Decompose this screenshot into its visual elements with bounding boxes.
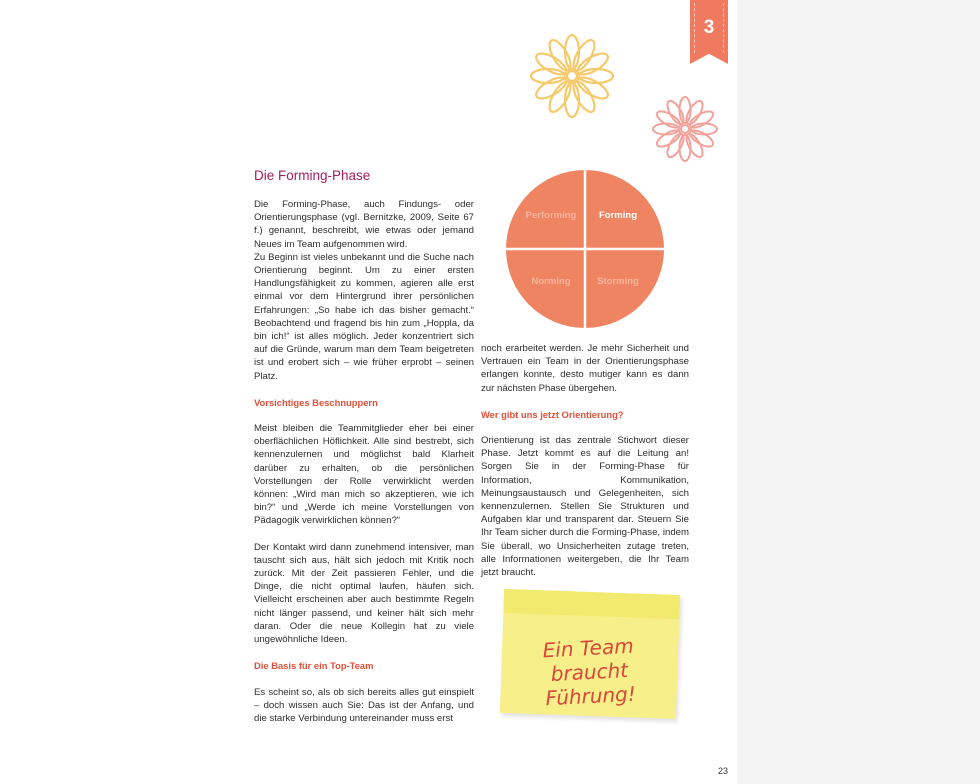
- basis-paragraph: Es scheint so, als ob sich bereits alles gut einspielt – doch wissen auch Sie: Das ist der Anfang, und die starke Verbindung untereinander muss erst: [254, 686, 474, 724]
- orientation-paragraph: Zu Beginn ist vieles unbekannt und die Suche nach Orientierung beginnt. Um zu einer ersten Handlungsfähigkeit zu kommen, agieren alle erst einmal vor dem Hintergrund ihrer persönlichen Erfahrungen: „So habe ich das bisher gemacht.“ Beobachtend und fragend bis hin zum „Hoppla, da bin ich!“ ist alles möglich. Jeder konzentriert sich auf die Gründe, warum man dem Team beigetreten ist und erobert sich – wie früher erprobt – seinen Platz.: [254, 251, 474, 382]
- page-margin-edge: [737, 0, 980, 784]
- note-line-1: Ein Team: [542, 633, 635, 663]
- leadership-paragraph: Orientierung ist das zentrale Stichwort dieser Phase. Jetzt kommt es auf die Leitung an! Sorgen Sie in der Forming-Phase für Information, Kommunikation, Meinungsaustausch und Gelegenheiten, sich kennenzulernen. Stellen Sie Strukturen und Aufgaben klar und transparent dar. Steuern Sie Ihr Team sicher durch die Forming-Phase, indem Sie überall, wo Unsicherheiten zutage treten, alle Informationen weitergeben, die Ihr Team jetzt braucht.: [481, 435, 689, 579]
- sticky-note-text: [510, 632, 670, 712]
- chapter-number: 3: [703, 17, 715, 38]
- team-phase-diagram: [505, 169, 665, 329]
- note-line-2: braucht Führung!: [544, 657, 637, 711]
- flower-yellow-icon: [530, 34, 614, 118]
- quadrant-forming: Forming: [599, 210, 637, 221]
- left-text-column: [254, 198, 474, 738]
- politeness-paragraph: Meist bleiben die Teammitglieder eher bei einer oberflächlichen Höflichkeit. Alle sind bestrebt, sich kennenzulernen und möglichst bald Klarheit darüber zu erhalten, ob die persönlichen Vorstellungen der Rolle verwirklicht werden können: „Wird man mich so akzeptieren, wie ich bin?“ und „Werde ich meine Vorstellungen von Pädagogik verwirklichen können?“: [254, 423, 474, 527]
- flower-pink-icon: [652, 96, 718, 162]
- quadrant-performing: Performing: [525, 210, 577, 221]
- subheading-orientierung: Wer gibt uns jetzt Orientierung?: [481, 408, 624, 420]
- quadrant-norming: Norming: [531, 276, 571, 287]
- right-text-column: [481, 342, 689, 592]
- intro-paragraph: Die Forming-Phase, auch Findungs- oder Orientierungsphase (vgl. Bernitzke, 2009, Seite 67 f.) genannt, beschreibt, wie etwas oder jemand Neues im Team aufgenommen wird.: [254, 199, 474, 250]
- contact-paragraph: Der Kontakt wird dann zunehmend intensiver, man tauscht sich aus, hält sich jedoch mit Kritik noch zurück. Mit der Zeit passieren Fehler, und die Dinge, die nicht optimal laufen, häufen sich. Vielleicht erscheinen aber auch bestimmte Regeln nicht länger passend, und keiner hält sich mehr daran. Oder die neue Kollegin hat zu viele ungewöhnliche Ideen.: [254, 541, 474, 646]
- subheading-beschnuppern: Vorsichtiges Beschnuppern: [254, 396, 378, 408]
- page-number: 23: [718, 766, 729, 776]
- continuation-paragraph: noch erarbeitet werden. Je mehr Sicherheit und Vertrauen ein Team in der Orientierungsphase erlangen konnte, desto mutiger kann es dann zur nächsten Phase übergehen.: [481, 343, 689, 394]
- section-heading: Die Forming-Phase: [254, 168, 371, 183]
- sticky-note: [500, 589, 680, 719]
- subheading-top-team: Die Basis für ein Top-Team: [254, 660, 374, 672]
- quadrant-storming: Storming: [597, 276, 639, 287]
